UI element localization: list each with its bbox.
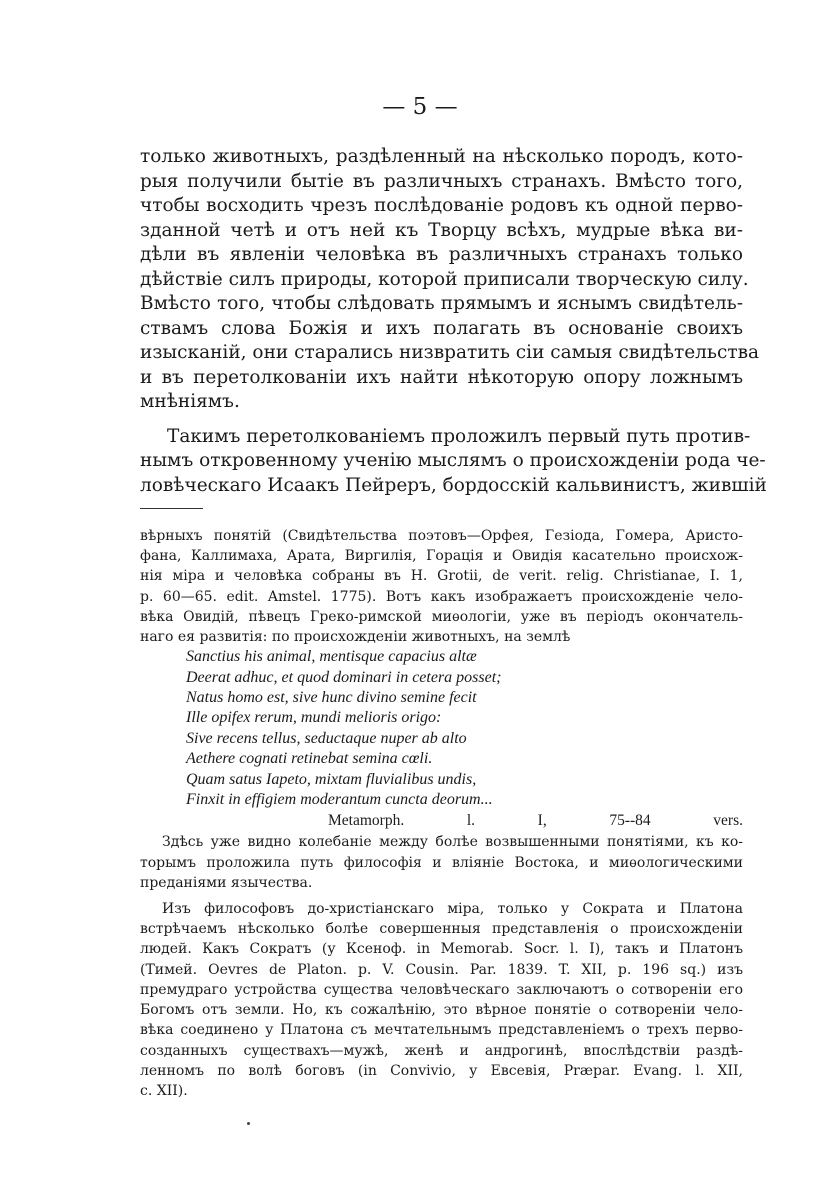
text-line: рыя получили бытіе въ различныхъ странахъ. Вмѣсто того,	[140, 170, 743, 192]
print-speck	[247, 1122, 250, 1125]
footnote-line: наго ея развитія: по происхожденіи животныхъ, на землѣ	[140, 629, 571, 646]
text-line: Такимъ перетолкованіемъ проложилъ первый путь против-	[167, 425, 751, 447]
verse-line: Natus homo est, sive hunc divino semine fecit	[186, 689, 477, 707]
text-line: дѣли въ явленіи человѣка въ различныхъ странахъ только	[140, 244, 743, 265]
verse-line: Deerat adhuc, et quod dominari in cetera posset;	[186, 668, 502, 686]
text-line: мнѣніямъ.	[140, 391, 240, 412]
verse-line: Sive recens tellus, seductaque nuper ab alto	[186, 729, 467, 747]
verse-line: Ille opifex rerum, mundi melioris origo:	[186, 709, 442, 727]
verse-line: Quam satus Iapeto, mixtam fluvialibus undis,	[186, 770, 477, 788]
footnote-line: ленномъ по волѣ боговъ (in Convivio, у Евсевія, Præpar. Evang. l. XII,	[140, 1062, 743, 1079]
verse-line: Finxit in effigiem moderantum cuncta deorum...	[186, 791, 493, 809]
latin-verse	[140, 647, 743, 810]
footnote-line: вѣрныхъ понятій (Свидѣтельства поэтовъ—Орфея, Гезіода, Гомера, Аристо-	[140, 528, 743, 544]
text-line: и въ перетолкованіи ихъ найти нѣкоторую опору ложнымъ	[140, 366, 743, 388]
footnote-line: Богомъ отъ земли. Но, къ сожалѣнію, это вѣрное понятіе о сотвореніи чело-	[140, 1002, 743, 1019]
footnote-line: (Тимей. Oevres de Platon. p. V. Cousin. Par. 1839. T. XII, p. 196 sq.) изъ	[140, 961, 743, 978]
text-line: Вмѣсто того, чтобы слѣдовать прямымъ и яснымъ свидѣтель-	[140, 293, 743, 314]
verse-line: Sanctius his animal, mentisque capacius altæ	[186, 648, 477, 666]
text-line: ловѣческаго Исаакъ Пейреръ, бордосскій кальвинистъ, жившій	[140, 474, 767, 496]
footnote-line: вѣка соединено у Платона съ мечтательнымъ представленіемъ о трехъ перво-	[140, 1022, 743, 1039]
text-line: нымъ откровенному ученію мыслямъ о происхожденіи рода че-	[140, 450, 766, 471]
page-number: — 5 —	[382, 94, 458, 120]
paragraph-2	[140, 425, 767, 499]
footnote-line: фана, Каллимаха, Арата, Виргилія, Горація и Овидія касательно происхож-	[140, 548, 743, 565]
footnote-line: встрѣчаемъ нѣсколько болѣе совершенныя представленія о происхожденіи	[140, 921, 743, 938]
main-text	[140, 145, 767, 498]
footnote-intro	[140, 526, 743, 647]
footnote-line: преданіями язычества.	[140, 874, 313, 891]
footnote-line: c. XII).	[140, 1082, 188, 1099]
text-line: только животныхъ, раздѣленный на нѣсколько породъ, кото-	[140, 146, 743, 167]
footnote-paragraph-a	[140, 832, 743, 893]
paragraph-1	[140, 145, 760, 415]
footnote-line: Изъ философовъ до-христіанскаго міра, только у Сократа и Платона	[162, 901, 743, 918]
footnote-line: Здѣсь уже видно колебаніе между болѣе возвышенными понятіями, къ ко-	[162, 834, 743, 851]
footnote-line: вѣка Овидій, пѣвецъ Греко-римской миѳологіи, уже въ періодъ окончатель-	[140, 608, 743, 625]
footnote-line: премудраго устройства существа человѣческаго заключаютъ о сотвореніи его	[140, 981, 743, 998]
verse-line: Aethere cognati retinebat semina cœli.	[186, 750, 433, 768]
footnote-paragraph-b	[140, 899, 743, 1101]
footnote-line: созданныхъ существахъ—мужѣ, женѣ и андрогинѣ, впослѣдствіи раздѣ-	[140, 1042, 743, 1059]
footnote-line: нія міра и человѣка собраны въ H. Grotii, de verit. relig. Christianae, I. 1,	[140, 568, 743, 585]
text-line: зданной четѣ и отъ ней къ Творцу всѣхъ, мудрые вѣка ви-	[140, 219, 743, 241]
footnote-divider	[140, 508, 203, 509]
verse-citation: Metamorph. l. I, 75--84 vers.	[328, 812, 743, 830]
footnote-line: p. 60—65. edit. Amstel. 1775). Вотъ какъ изображаетъ происхожденіе чело-	[140, 588, 743, 605]
text-line: дѣйствіе силъ природы, которой приписали творческую силу.	[140, 268, 749, 290]
footnote-line: людей. Какъ Сократъ (у Ксеноф. in Memorab. Socr. l. I), такъ и Платонъ	[140, 941, 743, 958]
text-line: изысканій, они старались низвратить сіи самыя свидѣтельства	[140, 342, 760, 363]
text-line: чтобы восходить чрезъ послѣдованіе родовъ къ одной перво-	[140, 195, 743, 216]
text-line: ствамъ слова Божія и ихъ полагать въ основаніе своихъ	[140, 317, 743, 339]
footnote-line: торымъ проложила путь философія и вліяніе Востока, и миѳологическими	[140, 854, 743, 871]
footnote	[140, 526, 743, 1101]
